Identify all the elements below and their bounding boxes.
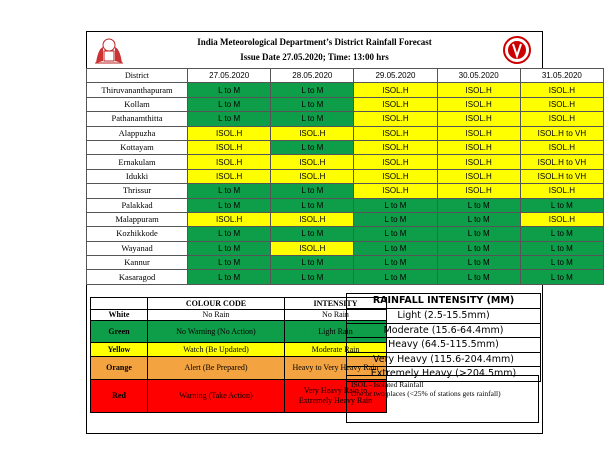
district-row bbox=[87, 198, 604, 212]
forecast-cell: ISOL.H bbox=[520, 112, 603, 126]
district-row bbox=[87, 97, 604, 111]
district-name: Idukki bbox=[87, 169, 188, 183]
district-name: Wayanad bbox=[87, 241, 188, 255]
colour-code-table bbox=[90, 297, 387, 413]
forecast-cell: ISOL.H bbox=[437, 155, 520, 169]
forecast-cell: L to M bbox=[188, 112, 271, 126]
forecast-cell: ISOL.H bbox=[437, 126, 520, 140]
forecast-cell: L to M bbox=[520, 198, 603, 212]
rainfall-intensity-row: Very Heavy (115.6-204.4mm) bbox=[347, 353, 540, 368]
legend-header-row bbox=[91, 298, 387, 310]
forecast-cell: ISOL.H bbox=[271, 155, 354, 169]
forecast-cell: ISOL.H bbox=[437, 112, 520, 126]
legend-row bbox=[91, 343, 387, 357]
colour-code-header: COLOUR CODE bbox=[148, 298, 285, 310]
forecast-cell: ISOL.H bbox=[520, 184, 603, 198]
rainfall-intensity-row: Extremely Heavy (>204.5mm) bbox=[370, 368, 517, 380]
forecast-cell: ISOL.H bbox=[437, 83, 520, 97]
district-name: Palakkad bbox=[87, 198, 188, 212]
forecast-cell: ISOL.H bbox=[437, 184, 520, 198]
department-logo-icon bbox=[502, 35, 532, 65]
forecast-cell: ISOL.H bbox=[520, 97, 603, 111]
district-row bbox=[87, 83, 604, 97]
forecast-cell: ISOL.H to VH bbox=[520, 155, 603, 169]
forecast-cell: ISOL.H bbox=[354, 112, 437, 126]
isol-note bbox=[346, 375, 539, 423]
forecast-cell: ISOL.H bbox=[188, 169, 271, 183]
forecast-cell: ISOL.H bbox=[520, 212, 603, 226]
district-name: Ernakulam bbox=[87, 155, 188, 169]
legend-meaning: No Rain bbox=[148, 310, 285, 321]
rainfall-intensity-box bbox=[346, 293, 541, 382]
district-row bbox=[87, 256, 604, 270]
district-column-header: District bbox=[87, 69, 188, 83]
forecast-cell: L to M bbox=[520, 256, 603, 270]
district-row bbox=[87, 227, 604, 241]
legend-intensity: No Rain bbox=[285, 310, 387, 321]
forecast-cell: L to M bbox=[354, 198, 437, 212]
forecast-cell: L to M bbox=[271, 112, 354, 126]
forecast-cell: L to M bbox=[271, 256, 354, 270]
forecast-cell: ISOL.H bbox=[437, 97, 520, 111]
legend-colour-name: Yellow bbox=[91, 343, 148, 357]
forecast-cell: ISOL.H bbox=[354, 140, 437, 154]
legend-row bbox=[91, 357, 387, 380]
legend-colour-name: Green bbox=[91, 321, 148, 343]
legend-meaning: Watch (Be Updated) bbox=[148, 343, 285, 357]
forecast-cell: L to M bbox=[437, 198, 520, 212]
district-name: Thiruvananthapuram bbox=[87, 83, 188, 97]
date-header: 31.05.2020 bbox=[520, 69, 603, 83]
forecast-cell: ISOL.H bbox=[188, 140, 271, 154]
forecast-cell: L to M bbox=[354, 241, 437, 255]
forecast-cell: ISOL.H bbox=[271, 169, 354, 183]
forecast-cell: L to M bbox=[271, 198, 354, 212]
forecast-cell: L to M bbox=[354, 227, 437, 241]
forecast-cell: ISOL.H bbox=[354, 97, 437, 111]
legend-colour-name: Orange bbox=[91, 357, 148, 380]
forecast-cell: L to M bbox=[354, 256, 437, 270]
forecast-cell: ISOL.H bbox=[520, 83, 603, 97]
forecast-cell: L to M bbox=[271, 270, 354, 284]
forecast-cell: L to M bbox=[520, 270, 603, 284]
legend-intensity: Very Heavy Rain to Extremely Heavy Rain bbox=[285, 380, 387, 413]
forecast-cell: L to M bbox=[437, 227, 520, 241]
forecast-table bbox=[86, 68, 604, 285]
legend-colour-name: White bbox=[91, 310, 148, 321]
district-name: Kollam bbox=[87, 97, 188, 111]
rainfall-intensity-title: RAINFALL INTENSITY (MM) bbox=[347, 294, 540, 309]
forecast-cell: L to M bbox=[188, 270, 271, 284]
forecast-cell: ISOL.H bbox=[354, 184, 437, 198]
forecast-cell: L to M bbox=[437, 270, 520, 284]
isol-note-line: ISOL - Isolated Rainfall bbox=[351, 380, 424, 389]
forecast-cell: L to M bbox=[271, 97, 354, 111]
forecast-cell: ISOL.H bbox=[437, 169, 520, 183]
isol-note-line: One or two places (<25% of stations gets rainfall) bbox=[351, 389, 501, 398]
date-header: 28.05.2020 bbox=[271, 69, 354, 83]
legend-meaning: No Warning (No Action) bbox=[148, 321, 285, 343]
legend-colour-name: Red bbox=[91, 380, 148, 413]
forecast-cell: L to M bbox=[188, 97, 271, 111]
forecast-cell: ISOL.H bbox=[354, 155, 437, 169]
forecast-cell: L to M bbox=[188, 241, 271, 255]
legend-blank-header bbox=[91, 298, 148, 310]
forecast-cell: L to M bbox=[354, 212, 437, 226]
district-row bbox=[87, 212, 604, 226]
forecast-cell: ISOL.H bbox=[271, 212, 354, 226]
rainfall-intensity-row: Moderate (15.6-64.4mm) bbox=[347, 324, 540, 339]
forecast-header-row bbox=[87, 69, 604, 83]
district-row bbox=[87, 184, 604, 198]
forecast-cell: L to M bbox=[188, 198, 271, 212]
district-row bbox=[87, 155, 604, 169]
date-header: 27.05.2020 bbox=[188, 69, 271, 83]
district-row bbox=[87, 241, 604, 255]
date-header: 29.05.2020 bbox=[354, 69, 437, 83]
forecast-cell: L to M bbox=[437, 241, 520, 255]
forecast-cell: ISOL.H bbox=[188, 155, 271, 169]
legend-intensity: Heavy to Very Heavy Rain bbox=[285, 357, 387, 380]
legend-row bbox=[91, 380, 387, 413]
district-name: Alappuzha bbox=[87, 126, 188, 140]
district-name: Kasaragod bbox=[87, 270, 188, 284]
forecast-cell: L to M bbox=[188, 184, 271, 198]
forecast-header bbox=[86, 31, 543, 68]
legend-meaning: Alert (Be Prepared) bbox=[148, 357, 285, 380]
district-name: Kottayam bbox=[87, 140, 188, 154]
forecast-cell: ISOL.H to VH bbox=[520, 126, 603, 140]
forecast-cell: L to M bbox=[188, 227, 271, 241]
forecast-cell: L to M bbox=[520, 227, 603, 241]
rainfall-intensity-row: Heavy (64.5-115.5mm) bbox=[347, 338, 540, 353]
page-title: India Meteorological Department’s District Rainfall Forecast bbox=[197, 37, 432, 47]
forecast-cell: ISOL.H bbox=[271, 241, 354, 255]
forecast-cell: L to M bbox=[188, 83, 271, 97]
district-row bbox=[87, 140, 604, 154]
forecast-cell: ISOL.H to VH bbox=[520, 169, 603, 183]
legend-intensity: Light Rain bbox=[285, 321, 387, 343]
forecast-cell: L to M bbox=[354, 270, 437, 284]
legend-meaning: Warning (Take Action) bbox=[148, 380, 285, 413]
forecast-cell: ISOL.H bbox=[520, 140, 603, 154]
legend-row bbox=[91, 321, 387, 343]
district-row bbox=[87, 126, 604, 140]
district-name: Pathanamthitta bbox=[87, 112, 188, 126]
district-row bbox=[87, 270, 604, 284]
forecast-cell: ISOL.H bbox=[354, 169, 437, 183]
forecast-cell: ISOL.H bbox=[271, 126, 354, 140]
forecast-cell: L to M bbox=[271, 83, 354, 97]
forecast-cell: ISOL.H bbox=[354, 126, 437, 140]
legend-intensity: Moderate Rain bbox=[285, 343, 387, 357]
forecast-cell: ISOL.H bbox=[188, 212, 271, 226]
issue-date: Issue Date 27.05.2020; Time: 13:00 hrs bbox=[240, 52, 389, 62]
district-name: Kannur bbox=[87, 256, 188, 270]
district-name: Malappuram bbox=[87, 212, 188, 226]
kerala-emblem-icon bbox=[92, 35, 126, 65]
forecast-cell: L to M bbox=[437, 212, 520, 226]
district-name: Thrissur bbox=[87, 184, 188, 198]
district-row bbox=[87, 112, 604, 126]
forecast-cell: L to M bbox=[437, 256, 520, 270]
forecast-cell: L to M bbox=[271, 227, 354, 241]
date-header: 30.05.2020 bbox=[437, 69, 520, 83]
district-name: Kozhikkode bbox=[87, 227, 188, 241]
forecast-cell: L to M bbox=[271, 184, 354, 198]
legend-row bbox=[91, 310, 387, 321]
forecast-cell: ISOL.H bbox=[437, 140, 520, 154]
forecast-cell: ISOL.H bbox=[188, 126, 271, 140]
district-row bbox=[87, 169, 604, 183]
forecast-cell: ISOL.H bbox=[354, 83, 437, 97]
forecast-cell: L to M bbox=[188, 256, 271, 270]
rainfall-intensity-row: Light (2.5-15.5mm) bbox=[347, 309, 540, 324]
forecast-cell: L to M bbox=[520, 241, 603, 255]
intensity-header: INTENSITY bbox=[285, 298, 387, 310]
forecast-cell: L to M bbox=[271, 140, 354, 154]
